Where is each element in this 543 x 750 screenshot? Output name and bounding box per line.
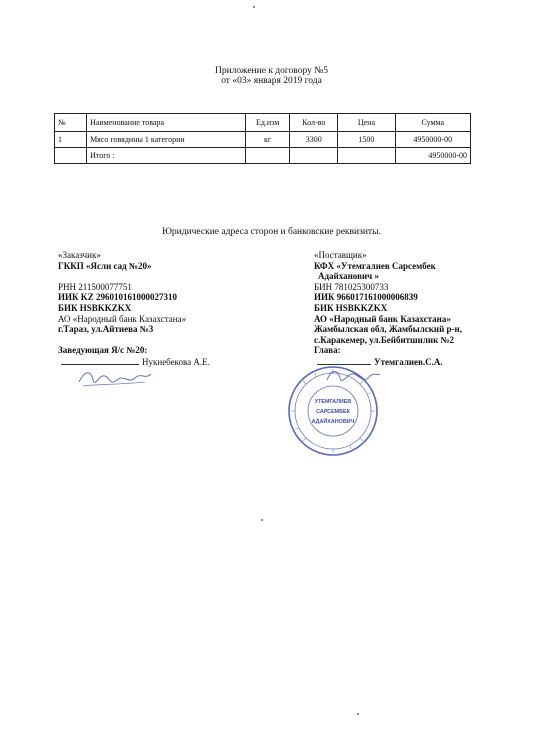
table-total-row <box>55 148 471 164</box>
customer-role: «Заказчик» <box>58 250 101 260</box>
customer-address: г.Тараз, ул.Айтиева №3 <box>58 324 154 335</box>
customer-rnn: РНН 211500077751 <box>58 281 132 292</box>
supplier-bik: БИК HSBKKZKX <box>314 302 388 313</box>
supplier-block <box>314 250 462 367</box>
goods-table <box>54 113 471 164</box>
appendix-date: от «03» января 2019 года <box>221 76 322 86</box>
stamp-text-3: АДАЙХАНОВИЧ <box>311 419 355 425</box>
customer-bik: БИК HSBKKZKX <box>58 302 132 313</box>
cell-unit: кг <box>246 132 290 148</box>
customer-bank: АО «Народный банк Казахстана» <box>58 313 187 324</box>
cell-empty <box>55 148 87 164</box>
col-header-number: № <box>55 114 87 132</box>
cell-empty <box>290 148 338 164</box>
col-header-sum: Сумма <box>395 114 470 132</box>
total-value: 4950000-00 <box>395 148 470 164</box>
stamp-text-1: УТЕМГАЛИЕВ <box>314 399 352 405</box>
col-header-unit: Ед.изм <box>246 114 290 132</box>
supplier-address-1: Жамбылская обл, Жамбылский р-н, <box>314 324 462 335</box>
cell-number: 1 <box>55 132 87 148</box>
table-row <box>55 132 471 148</box>
supplier-bank: АО «Народный банк Казахстана» <box>314 313 451 324</box>
speck <box>253 6 255 8</box>
speck <box>261 519 263 521</box>
stamp-text-2: САРСЕМБЕК <box>316 409 350 415</box>
cell-sum: 4950000-00 <box>395 132 470 148</box>
cell-empty <box>246 148 290 164</box>
supplier-address-2: с.Каракемер, ул.Бейбитшилик №2 <box>314 334 455 345</box>
supplier-bin: БИН 781025300733 <box>314 281 389 292</box>
cell-price: 1500 <box>338 132 395 148</box>
supplier-role: «Поставщик» <box>314 250 367 260</box>
col-header-qty: Кол-во <box>290 114 338 132</box>
customer-signature-icon <box>75 362 153 392</box>
speck <box>357 713 359 715</box>
customer-signer-title: Заведующая Я/с №20: <box>58 345 148 356</box>
supplier-iik: ИИК 966017161000006839 <box>314 292 418 303</box>
supplier-name-1: КФХ «Утемгалиев Сарсембек <box>314 260 436 271</box>
appendix-title: Приложение к договору №5 <box>214 66 329 76</box>
table-header-row <box>55 114 471 132</box>
cell-empty <box>338 148 395 164</box>
supplier-signer-title: Глава: <box>314 345 341 356</box>
cell-qty: 3300 <box>290 132 338 148</box>
col-header-price: Цена <box>338 114 395 132</box>
cell-name: Мясо говядины 1 категории <box>87 132 246 148</box>
official-stamp-icon <box>287 365 379 457</box>
customer-iik: ИИК KZ 296010161000027310 <box>58 292 178 303</box>
customer-block <box>58 250 210 367</box>
total-label: Итого : <box>87 148 246 164</box>
supplier-signer-name: Утемгалиев.С.А. <box>374 356 443 367</box>
supplier-name-2: Адайханович » <box>318 271 379 282</box>
customer-name: ГККП «Ясли сад №20» <box>58 260 152 271</box>
customer-signer-name: Нукнебекова А.Е. <box>142 356 210 367</box>
requisites-title: Юридические адреса сторон и банковские реквизиты. <box>162 227 381 237</box>
col-header-name: Наименование товара <box>87 114 246 132</box>
